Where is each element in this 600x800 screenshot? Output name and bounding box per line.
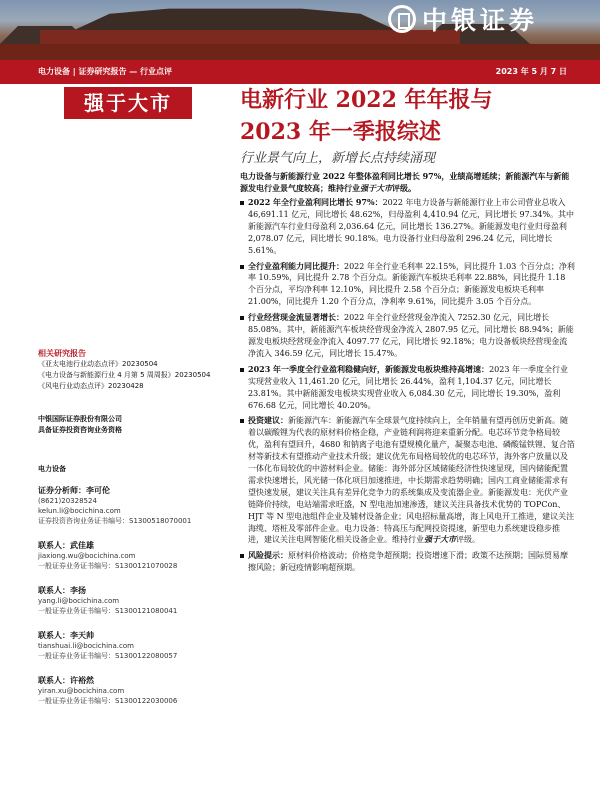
boc-logo-icon bbox=[388, 5, 416, 33]
analyst-license: 一般证券业务证书编号：S1300122080057 bbox=[38, 652, 178, 660]
analyst-card bbox=[38, 540, 218, 571]
lead-summary bbox=[240, 170, 575, 194]
risk-paragraph bbox=[240, 550, 575, 574]
analyst-card bbox=[38, 630, 218, 661]
lead-rating: 强于大市 bbox=[360, 183, 392, 193]
bullet-text: 2022 年全行业毛利率 22.15%，同比提升 1.03 个百分点；净利率 10.59%，同比提升 2.78 个百分点。新能源汽车板块毛利率 22.88%，同比提升 1.18 个百分点，平均净利率 12.10%，同比提升 2.58 个百分点；新能源发电板块毛利率 21.00%，同比提升 1.20 个百分点，净利率 9.61%，同比提升 3.05 个百分点。 bbox=[248, 261, 575, 307]
closing-rating: 强于大市 bbox=[424, 534, 456, 545]
analyst-name: 联系人：许裕然 bbox=[38, 676, 94, 685]
report-title bbox=[240, 84, 570, 148]
bullet-heading: 投资建议： bbox=[248, 415, 288, 426]
brand-logo-text: 中银证券 bbox=[422, 6, 539, 35]
company-info bbox=[38, 414, 218, 436]
bullet-paragraph bbox=[240, 415, 575, 546]
related-label: 相关研究报告 bbox=[38, 349, 86, 358]
risk-text: 原材料价格波动；价格竞争超预期；投资增速下滑；政策不达预期；国际贸易摩擦风险；新冠疫情影响超预期。 bbox=[248, 551, 568, 573]
bullet-heading: 2022 年全行业盈利同比增长 97%： bbox=[248, 197, 383, 207]
bullet-paragraph bbox=[240, 364, 575, 412]
company-name: 中银国际证券股份有限公司 bbox=[38, 415, 122, 423]
bullet-heading: 2023 年一季度全行业盈利稳健向好，新能源发电板块维持高增速： bbox=[248, 363, 490, 374]
analyst-phone: (8621)20328524 bbox=[38, 497, 97, 505]
company-qualification: 具备证券投资咨询业务资格 bbox=[38, 426, 122, 434]
related-item: 《风电行业动态点评》20230428 bbox=[38, 382, 144, 390]
analyst-license: 证券投资咨询业务证书编号：S1300518070001 bbox=[38, 517, 192, 525]
bullet-text: 新能源汽车：新能源汽车全球景气度持续向上，全年销量有望再创历史新高。随着以碳酸锂为代表的原材料价格企稳，产业链利润将迎来重新分配。电芯环节竞争格局较优，盈利有望回升，4680 和钠离子电池有望规模化量产，凝聚态电池、磷酸锰铁锂、复合箔材等新技术有望推动产业技术升级；建议优先布局格局较优的电芯环节，海外客户放量以及一体化布局较优的中游材料企业。储能：海外部分区域储能经济性快速显现，国内储能配置需求快速增长，风光储一体化项目加速推进，中长期需求趋势明确；国内工商业储能需求有望快速发展，建议关注具有差异化竞争力的系统集成及变流器企业。新能源发电：光伏产业链降价持续，电站端需求旺盛，N 型电池加速渗透，建议关注具备技术优势的 TOPCon、HJT 等 N 型电池组件企业及辅材设备企业；风电招标量高增，海上风电开工推进，建议关注海缆、塔桩及零部件企业。电力设备：特高压与配网投资提速，新型电力系统建设稳步推进，建议关注电网智能化相关设备企业。 bbox=[248, 416, 575, 545]
bullet-heading: 全行业盈利能力同比提升： bbox=[248, 260, 344, 271]
analyst-license: 一般证券业务证书编号：S1300121070028 bbox=[38, 562, 178, 570]
report-subtitle: 行业景气向上，新增长点持续涌现 bbox=[240, 151, 436, 166]
analyst-license: 一般证券业务证书编号：S1300122030006 bbox=[38, 697, 178, 705]
report-category: 电力设备 | 证券研究报告 — 行业点评 bbox=[38, 67, 173, 76]
related-item: 《电力设备与新能源行业 4 月第 5 周周报》20230504 bbox=[38, 371, 211, 379]
analyst-email: kelun.li@bocichina.com bbox=[38, 507, 121, 515]
title-line-2: 2023 年一季报综述 bbox=[240, 119, 441, 145]
analyst-section bbox=[38, 464, 218, 710]
risk-heading: 风险提示： bbox=[248, 550, 288, 561]
topbar bbox=[0, 60, 600, 84]
analyst-card bbox=[38, 485, 218, 526]
sector-label: 电力设备 bbox=[38, 465, 66, 473]
analyst-name: 联系人：李扬 bbox=[38, 586, 86, 595]
analyst-card bbox=[38, 675, 218, 706]
analyst-name: 证券分析师：李可伦 bbox=[38, 486, 110, 495]
analyst-card bbox=[38, 585, 218, 616]
analyst-email: yiran.xu@bocichina.com bbox=[38, 687, 125, 695]
analyst-name: 联系人：武佳雄 bbox=[38, 541, 94, 550]
related-item: 《亚太电池行业动态点评》20230504 bbox=[38, 360, 158, 368]
bullet-paragraph bbox=[240, 312, 575, 360]
title-line-1: 电新行业 2022 年年报与 bbox=[240, 87, 493, 113]
related-reports bbox=[38, 348, 218, 392]
analyst-license: 一般证券业务证书编号：S1300121080041 bbox=[38, 607, 178, 615]
analyst-name: 联系人：李天帅 bbox=[38, 631, 94, 640]
bullet-paragraph bbox=[240, 197, 575, 257]
header-banner bbox=[0, 0, 600, 60]
wall-base-image bbox=[0, 44, 600, 60]
analyst-email: jiaxiong.wu@bocichina.com bbox=[38, 552, 136, 560]
rating-badge: 强于大市 bbox=[64, 87, 192, 119]
analyst-email: tianshuai.li@bocichina.com bbox=[38, 642, 134, 650]
bullet-text: 2022 年电力设备与新能源行业上市公司营业总收入 46,691.11 亿元，同比增长 48.62%，归母盈利 4,410.94 亿元，同比增长 97.34%。其中新能源汽车行业归母盈利 2,036.64 亿元，同比增长 136.27%。新能源发电行业归母盈利 2,078.07 亿元，同比增长 90.18%。电力设备行业归母盈利 296.24 亿元，同比增长 5.61%。 bbox=[248, 198, 575, 255]
closing-end: 评级。 bbox=[456, 535, 480, 545]
bullet-text: 2022 年全行业经营现金净流入 7252.30 亿元，同比增长 85.08%。其中，新能源汽车板块经营现金净流入 2807.95 亿元，同比增长 88.94%；新能源发电板块经营现金净流入 4097.77 亿元，同比增长 92.18%；电力设备板块经营现金流净流入 346.59 亿元，同比增长 15.47%。 bbox=[248, 313, 574, 358]
lead-end: 评级。 bbox=[392, 183, 416, 193]
brand-logo bbox=[388, 2, 538, 36]
report-date: 2023 年 5 月 7 日 bbox=[495, 67, 567, 76]
lead-text: 电力设备与新能源行业 2022 年整体盈利同比增长 97%，业绩高增延续；新能源汽车与新能源发电行业景气度较高；维持行业 bbox=[240, 171, 570, 193]
roof-center-image bbox=[70, 6, 400, 32]
analyst-email: yang.li@bocichina.com bbox=[38, 597, 120, 605]
closing-pre: 维持行业 bbox=[392, 535, 424, 545]
bullet-heading: 行业经营现金流显著增长： bbox=[248, 312, 344, 323]
bullet-paragraph bbox=[240, 261, 575, 309]
bullet-text: 2023 年一季度全行业实现营业收入 11,461.20 亿元，同比增长 26.44%，盈利 1,104.37 亿元，同比增长 23.81%。其中新能源发电板块实现营业收入 6,084.30 亿元，同比增长 19.30%，盈利 676.68 亿元，同比增长 40.20%。 bbox=[248, 364, 568, 410]
report-body bbox=[240, 197, 575, 574]
